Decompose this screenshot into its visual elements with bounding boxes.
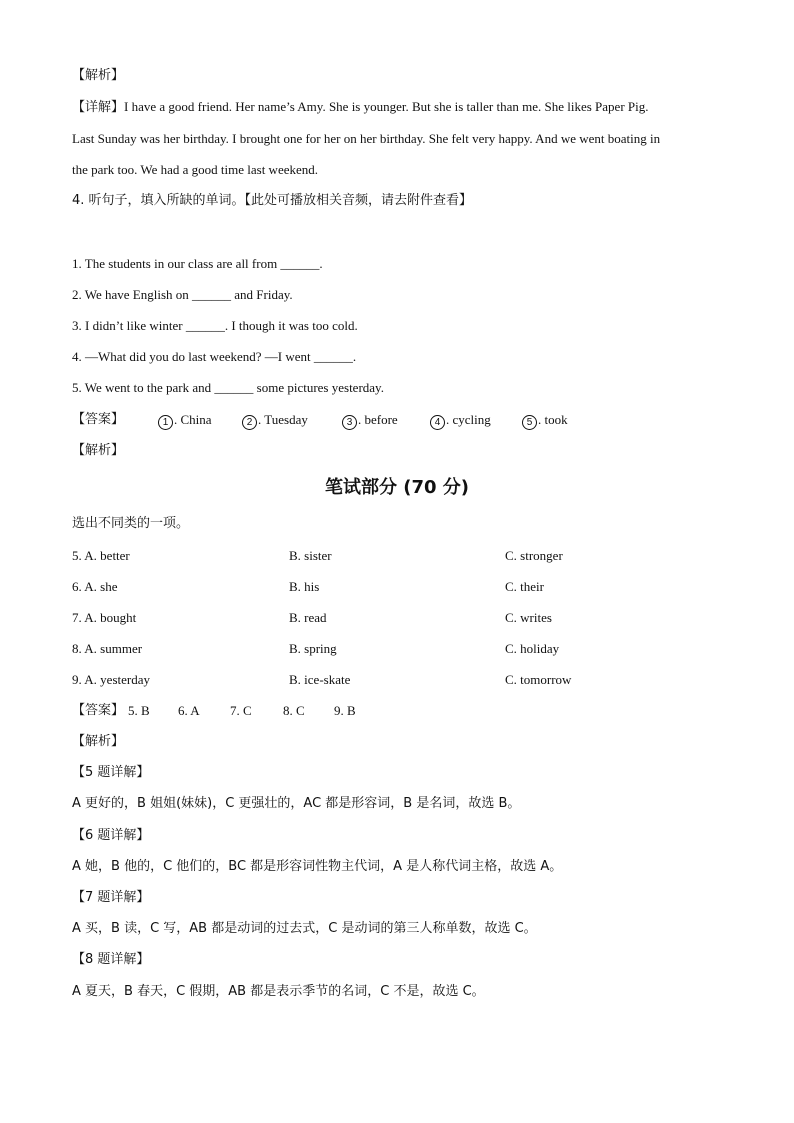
detail-paragraph-line-1 xyxy=(72,99,649,116)
circled-number-4: 4 xyxy=(430,415,445,430)
circled-number-5: 5 xyxy=(522,415,537,430)
q5-option-c: C. stronger xyxy=(505,548,563,563)
detail-q5-text: A 更好的，B 姐姐(妹妹)，C 更强壮的，AC 都是形容词，B 是名词，故选 B。 xyxy=(72,796,521,811)
circled-number-2: 2 xyxy=(242,415,257,430)
q5-option-a: 5. A. better xyxy=(72,548,130,563)
q6-option-a: 6. A. she xyxy=(72,579,118,594)
q8-option-a: 8. A. summer xyxy=(72,641,143,656)
q9-option-a: 9. A. yesterday xyxy=(72,672,150,687)
instruction: 选出不同类的一项。 xyxy=(72,516,190,531)
detail-label: 【详解】 xyxy=(72,100,125,115)
answer-label: 【答案】 xyxy=(72,412,125,427)
q7-option-c: C. writes xyxy=(505,610,552,625)
question-4-item-2: 2. We have English on ______ and Friday. xyxy=(72,287,293,302)
q7-option-b: B. read xyxy=(289,610,327,625)
detail-q7-label: 【7 题详解】 xyxy=(72,890,150,905)
detail-q5-label: 【5 题详解】 xyxy=(72,765,150,780)
analysis-label-3: 【解析】 xyxy=(72,734,125,749)
analysis-label: 【解析】 xyxy=(72,68,125,83)
q5-option-b: B. sister xyxy=(289,548,332,563)
question-4-item-1: 1. The students in our class are all from ______. xyxy=(72,256,323,271)
circled-number-3: 3 xyxy=(342,415,357,430)
q9-option-c: C. tomorrow xyxy=(505,672,572,687)
answer-4: 4 . cycling xyxy=(430,412,491,430)
detail-paragraph-line-2: Last Sunday was her birthday. I brought one for her on her birthday. She felt very happy. And we went boating in xyxy=(72,131,661,146)
q8-option-b: B. spring xyxy=(289,641,337,656)
answer-q7: 7. C xyxy=(230,703,252,718)
detail-q6-label: 【6 题详解】 xyxy=(72,828,150,843)
answer-q6: 6. A xyxy=(178,703,200,718)
q6-option-c: C. their xyxy=(505,579,544,594)
q7-option-a: 7. A. bought xyxy=(72,610,137,625)
q9-option-b: B. ice-skate xyxy=(289,672,351,687)
detail-q6-text: A 她，B 他的，C 他们的，BC 都是形容词性物主代词，A 是人称代词主格，故选 A。 xyxy=(72,859,563,874)
section-title: 笔试部分 (70 分) xyxy=(324,477,470,498)
answer-5: 5 . took xyxy=(522,412,568,430)
detail-paragraph-line-3: the park too. We had a good time last weekend. xyxy=(72,162,319,177)
question-4-heading: 4. 听句子，填入所缺的单词。【此处可播放相关音频，请去附件查看】 xyxy=(72,193,473,208)
detail-text: I have a good friend. Her name’s Amy. She is younger. But she is taller than me. She likes Paper Pig. xyxy=(124,99,649,114)
detail-q8-text: A 夏天，B 春天，C 假期，AB 都是表示季节的名词，C 不是，故选 C。 xyxy=(72,984,485,999)
answer-q5: 5. B xyxy=(128,703,150,718)
analysis-label-2: 【解析】 xyxy=(72,443,125,458)
detail-q8-label: 【8 题详解】 xyxy=(72,952,150,967)
question-4-item-4: 4. —What did you do last weekend? —I went ______. xyxy=(72,349,357,364)
answer-2: 2 . Tuesday xyxy=(242,412,308,430)
answer-q8: 8. C xyxy=(283,703,305,718)
answer-label-2: 【答案】 xyxy=(72,703,125,718)
circled-number-1: 1 xyxy=(158,415,173,430)
q8-option-c: C. holiday xyxy=(505,641,560,656)
answer-q9: 9. B xyxy=(334,703,356,718)
q6-option-b: B. his xyxy=(289,579,320,594)
answer-1: 1 . China xyxy=(158,412,212,430)
question-4-item-5: 5. We went to the park and ______ some pictures yesterday. xyxy=(72,380,384,395)
detail-q7-text: A 买，B 读，C 写，AB 都是动词的过去式，C 是动词的第三人称单数，故选 C。 xyxy=(72,921,537,936)
question-4-item-3: 3. I didn’t like winter ______. I though it was too cold. xyxy=(72,318,358,333)
answer-3: 3 . before xyxy=(342,412,398,430)
